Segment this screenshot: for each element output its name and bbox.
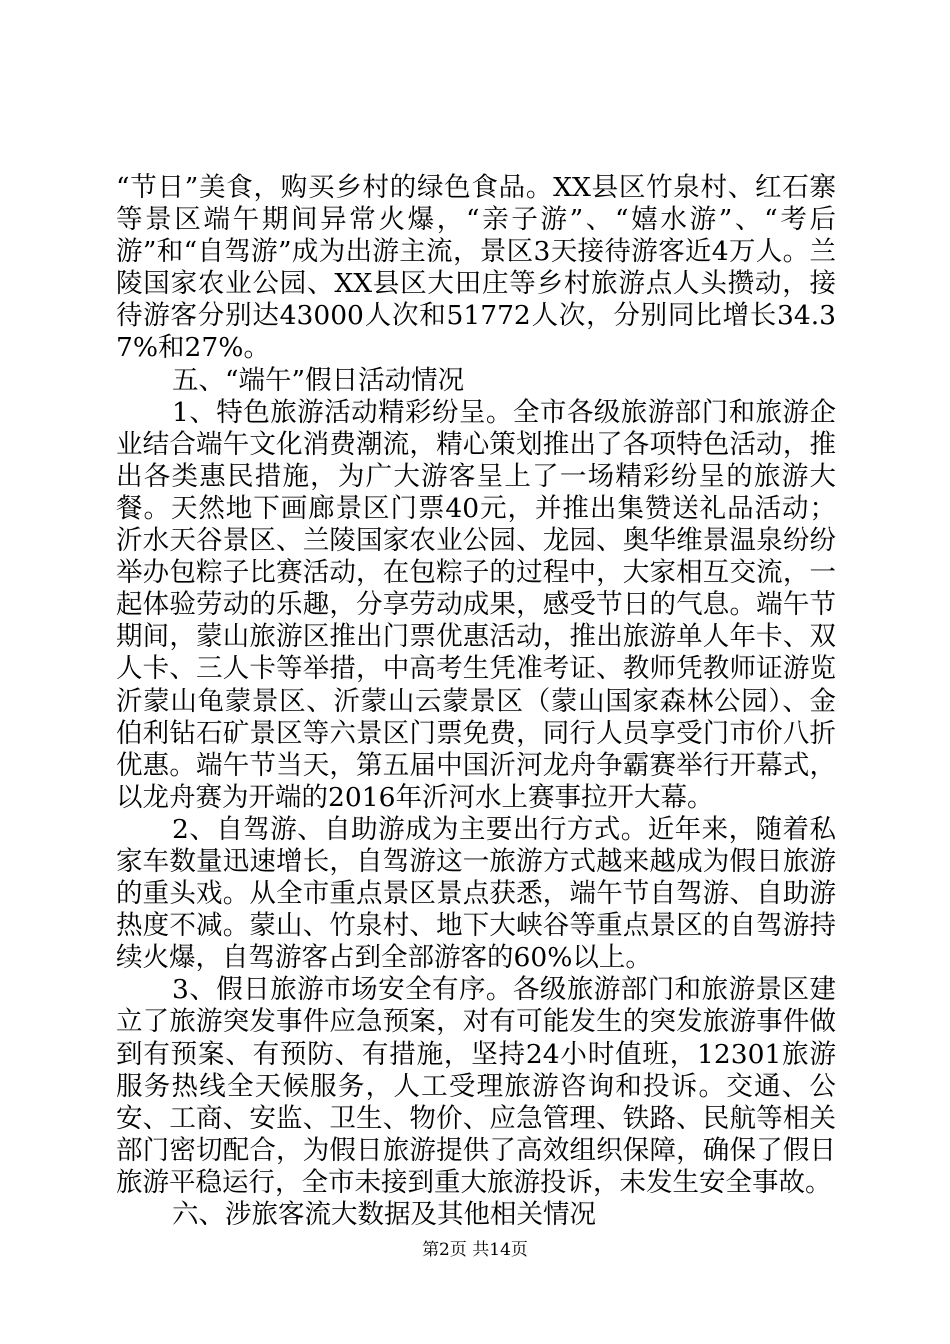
section-heading-big-data: 六、涉旅客流大数据及其他相关情况 — [172, 1199, 596, 1230]
page-footer — [0, 1240, 950, 1260]
section-heading-activities: 五、“端午”假日活动情况 — [172, 364, 465, 396]
paragraph-special-activities: 1、特色旅游活动精彩纷呈。全市各级旅游部门和旅游企业结合端午文化消费潮流，精心策划推出了各项特色活动，推出各类惠民措施，为广大游客呈上了一场精彩纷呈的旅游大餐。天然地下画廊景区门票40元，并推出集赞送礼品活动；沂水天谷景区、兰陵国家农业公园、龙园、奥华维景温泉纷纷举办包粽子比赛活动，在包粽子的过程中，大家相互交流，一起体验劳动的乐趣，分享劳动成果，感受节日的气息。端午节期间，蒙山旅游区推出门票优惠活动，推出旅游单人年卡、双人卡、三人卡等举措，中高考生凭准考证、教师凭教师证游览沂蒙山龟蒙景区、沂蒙山云蒙景区（蒙山国家森林公园）、金伯利钻石矿景区等六景区门票免费，同行人员享受门市价八折优惠。端午节当天，第五届中国沂河龙舟争霸赛举行开幕式，以龙舟赛为开端的2016年沂河水上赛事拉开大幕。 — [116, 396, 836, 813]
paragraph-market-safety: 3、假日旅游市场安全有序。各级旅游部门和旅游景区建立了旅游突发事件应急预案，对有可能发生的突发旅游事件做到有预案、有预防、有措施，坚持24小时值班，12301旅游服务热线全天候服务，人工受理旅游咨询和投诉。交通、公安、工商、安监、卫生、物价、应急管理、铁路、民航等相关部门密切配合，为假日旅游提供了高效组织保障，确保了假日旅游平稳运行，全市未接到重大旅游投诉，未发生安全事故。 — [116, 974, 836, 1198]
paragraph-holiday-food: “节日”美食，购买乡村的绿色食品。XX县区竹泉村、红石寨等景区端午期间异常火爆，“亲子游”、“嬉水游”、“考后游”和“自驾游”成为出游主流，景区3天接待游客近4万人。兰陵国家农业公园、XX县区大田庄等乡村旅游点人头攒动，接待游客分别达43000人次和51772人次，分别同比增长34.37%和27%。 — [116, 172, 836, 364]
document-body — [116, 172, 836, 1231]
paragraph-self-drive-travel: 2、自驾游、自助游成为主要出行方式。近年来，随着私家车数量迅速增长，自驾游这一旅游方式越来越成为假日旅游的重头戏。从全市重点景区景点获悉，端午节自驾游、自助游热度不减。蒙山、竹泉村、地下大峡谷等重点景区的自驾游持续火爆，自驾游客占到全部游客的60%以上。 — [116, 813, 836, 974]
page-number-label: 第2页 共14页 — [422, 1240, 528, 1260]
